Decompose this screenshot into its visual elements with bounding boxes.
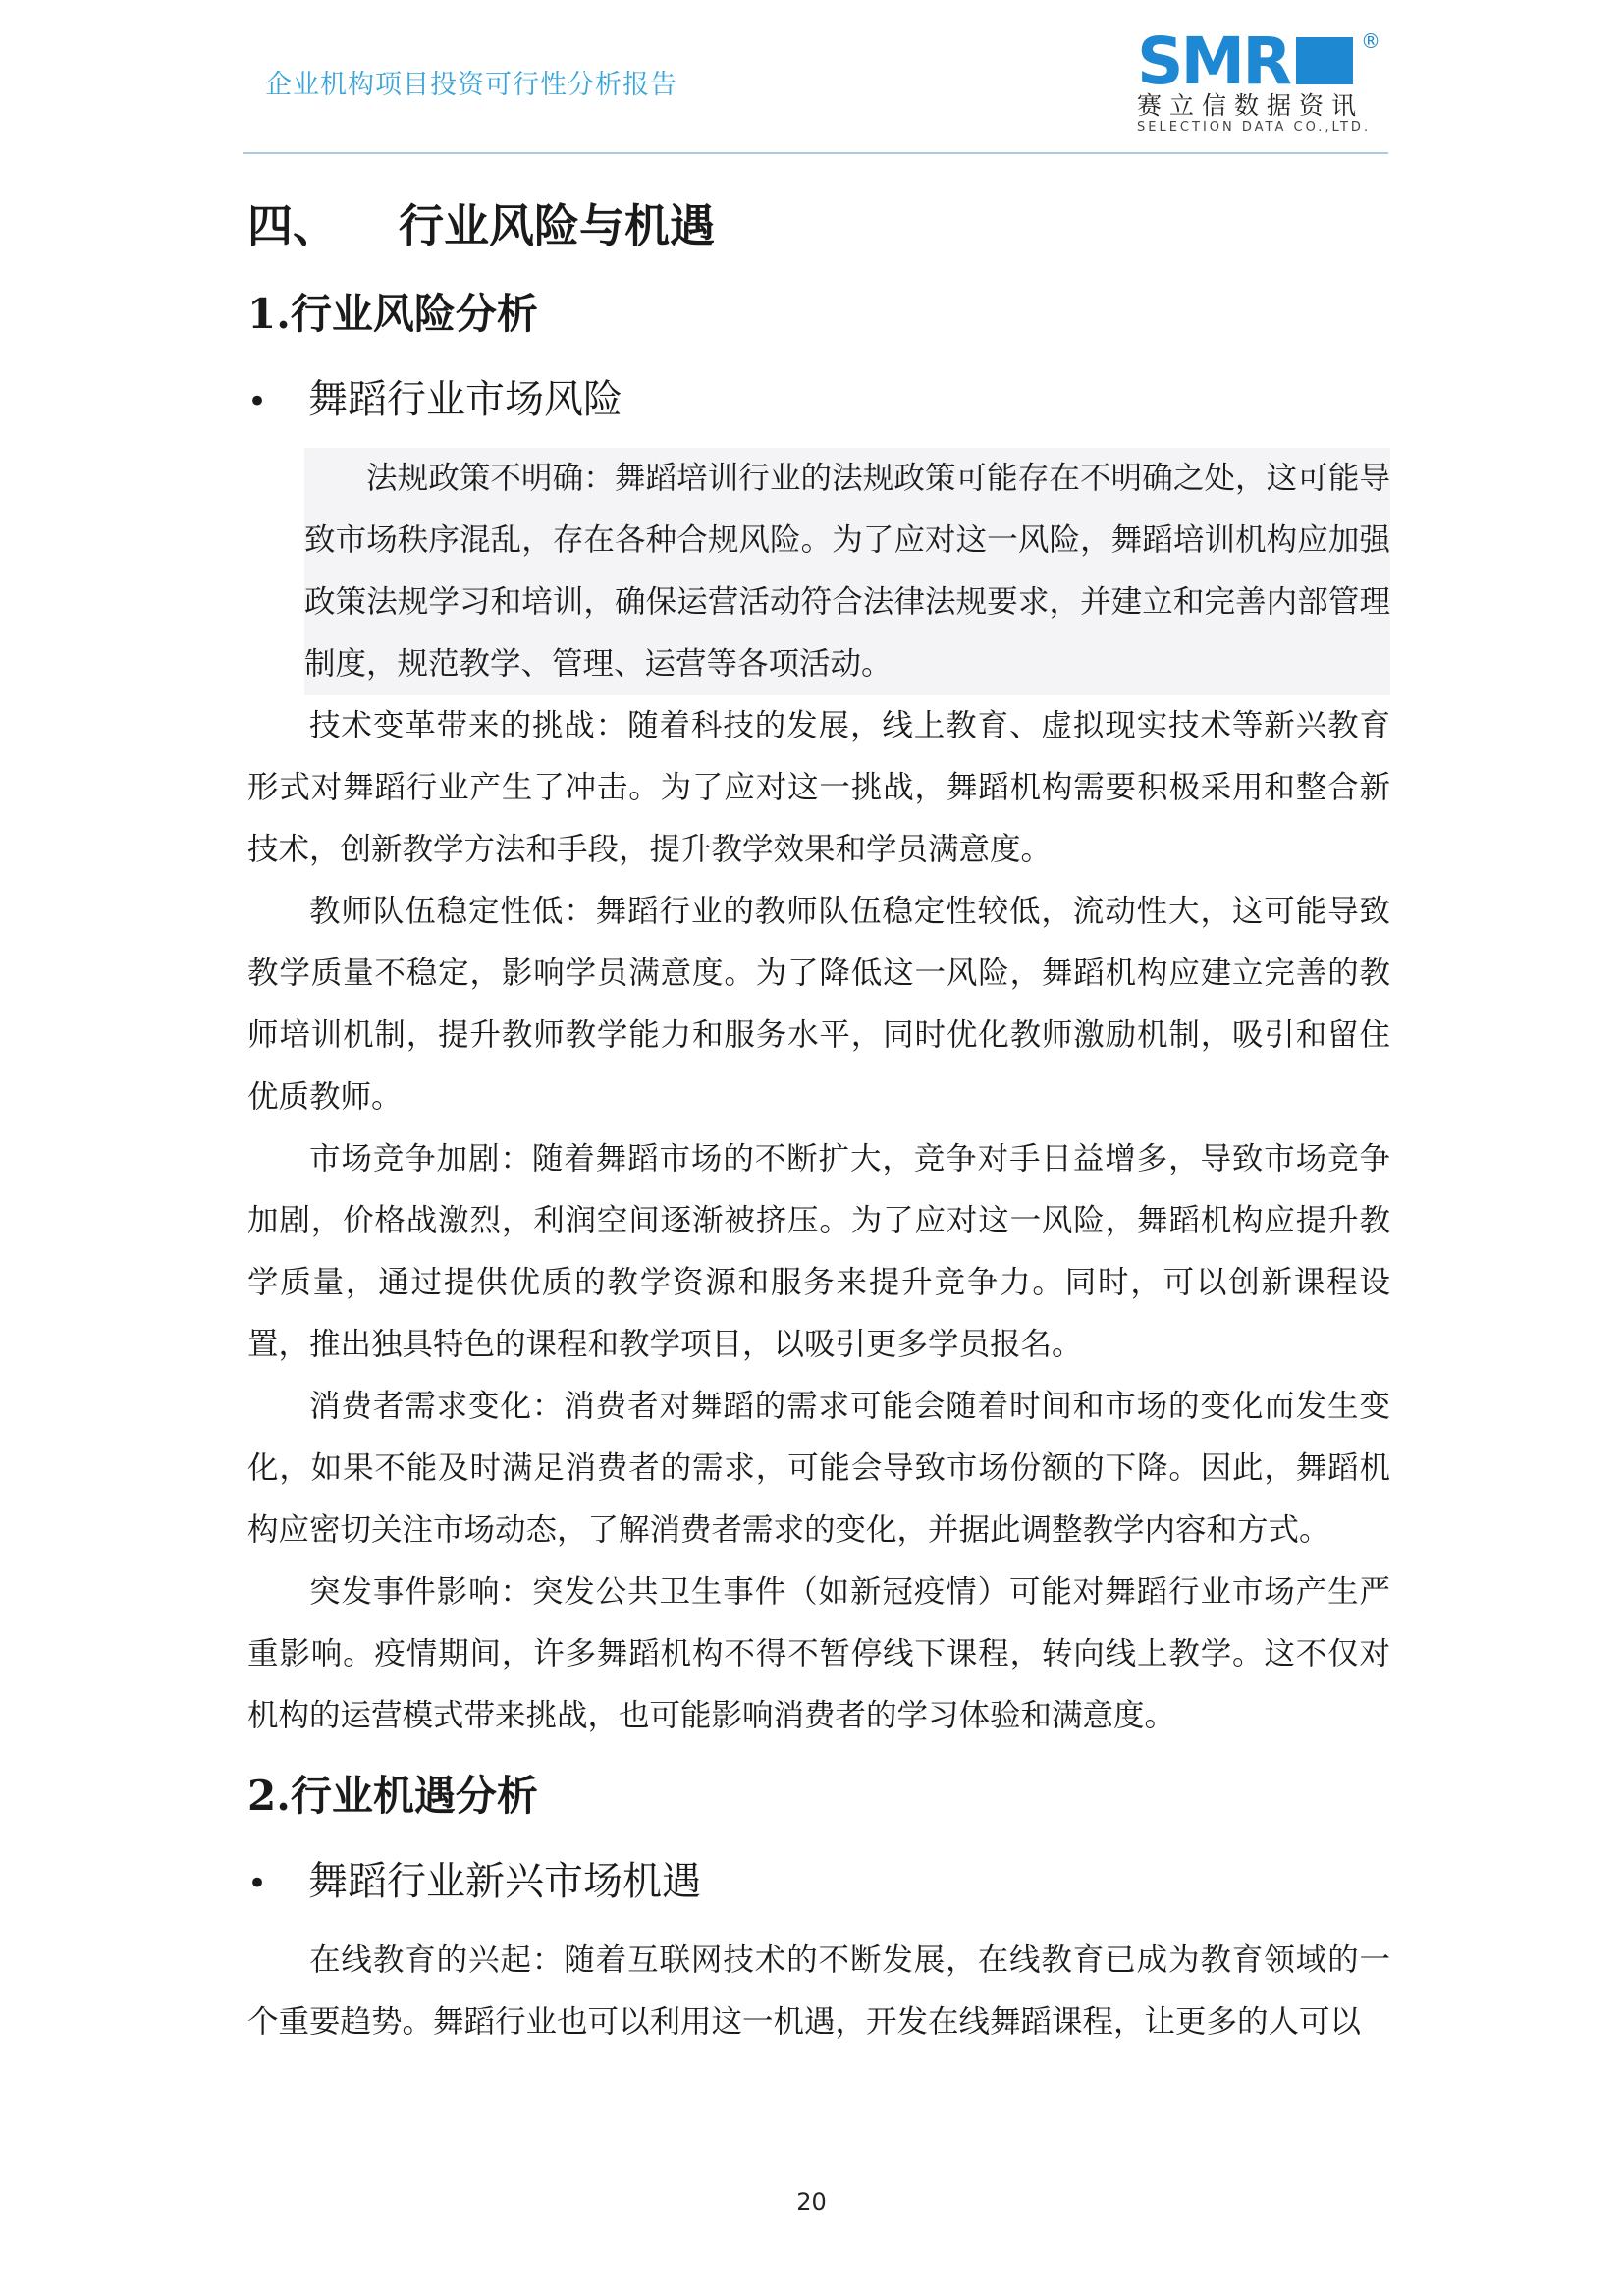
page-number: 20 (796, 2188, 827, 2215)
section-title: 行业风险与机遇 (399, 199, 715, 252)
opportunity-bullet (247, 1833, 1390, 1930)
risk-paragraph-1: 法规政策不明确：舞蹈培训行业的法规政策可能存在不明确之处，这可能导致市场秩序混乱，存在各种合规风险。为了应对这一风险，舞蹈培训机构应加强政策法规学习和培训，确保运营活动符合法律法规要求，并建立和完善内部管理制度，规范教学、管理、运营等各项活动。 (304, 461, 1390, 682)
logo-company-name-cn: 赛立信数据资讯 (1137, 91, 1365, 120)
page-content (247, 187, 1390, 2053)
opportunity-bullet-text: 舞蹈行业新兴市场机遇 (308, 1859, 701, 1904)
bullet-dot-icon: • (247, 382, 268, 421)
report-title: 企业机构项目投资可行性分析报告 (265, 70, 677, 100)
risk-paragraph-3: 教师队伍稳定性低：舞蹈行业的教师队伍稳定性较低，流动性大，这可能导致教学质量不稳定，影响学员满意度。为了降低这一风险，舞蹈机构应建立完善的教师培训机制，提升教师教学能力和服务水平，同时优化教师激励机制，吸引和留住优质教师。 (247, 894, 1390, 1115)
risk-paragraph-6: 突发事件影响：突发公共卫生事件（如新冠疫情）可能对舞蹈行业市场产生严重影响。疫情期间，许多舞蹈机构不得不暂停线下课程，转向线上教学。这不仅对机构的运营模式带来挑战，也可能影响消费者的学习体验和满意度。 (247, 1574, 1390, 1733)
opportunity-paragraph-1: 在线教育的兴起：随着互联网技术的不断发展，在线教育已成为教育领域的一个重要趋势。舞蹈行业也可以利用这一机遇，开发在线舞蹈课程，让更多的人可以 (247, 1942, 1390, 2040)
risk-bullet-text: 舞蹈行业市场风险 (308, 377, 622, 422)
section-number: 四、 (247, 199, 338, 252)
logo-letters: SMR (1137, 24, 1290, 99)
risk-paragraph-4: 市场竞争加剧：随着舞蹈市场的不断扩大，竞争对手日益增多，导致市场竞争加剧，价格战激烈，利润空间逐渐被挤压。为了应对这一风险，舞蹈机构应提升教学质量，通过提供优质的教学资源和服务来提升竞争力。同时，可以创新课程设置，推出独具特色的课程和教学项目，以吸引更多学员报名。 (247, 1141, 1390, 1362)
section-heading (247, 187, 1390, 265)
risk-paragraph-2: 技术变革带来的挑战：随着科技的发展，线上教育、虚拟现实技术等新兴教育形式对舞蹈行业产生了冲击。为了应对这一挑战，舞蹈机构需要积极采用和整合新技术，创新教学方法和手段，提升教学效果和学员满意度。 (247, 708, 1390, 867)
risk-bullet (247, 352, 1390, 448)
header-divider (243, 152, 1388, 154)
opportunity-heading: 2.行业机遇分析 (247, 1772, 538, 1820)
registered-mark: ® (1361, 29, 1380, 53)
company-logo (1129, 24, 1394, 137)
risk-heading: 1.行业风险分析 (247, 290, 538, 338)
risk-paragraph-5: 消费者需求变化：消费者对舞蹈的需求可能会随着时间和市场的变化而发生变化，如果不能及时满足消费者的需求，可能会导致市场份额的下降。因此，舞蹈机构应密切关注市场动态，了解消费者需求的变化，并据此调整教学内容和方式。 (247, 1389, 1390, 1548)
logo-company-name-en: SELECTION DATA CO.,LTD. (1137, 120, 1372, 135)
logo-blue-block (1296, 37, 1353, 84)
highlighted-paragraph (304, 448, 1390, 695)
bullet-dot-icon: • (247, 1864, 268, 1903)
